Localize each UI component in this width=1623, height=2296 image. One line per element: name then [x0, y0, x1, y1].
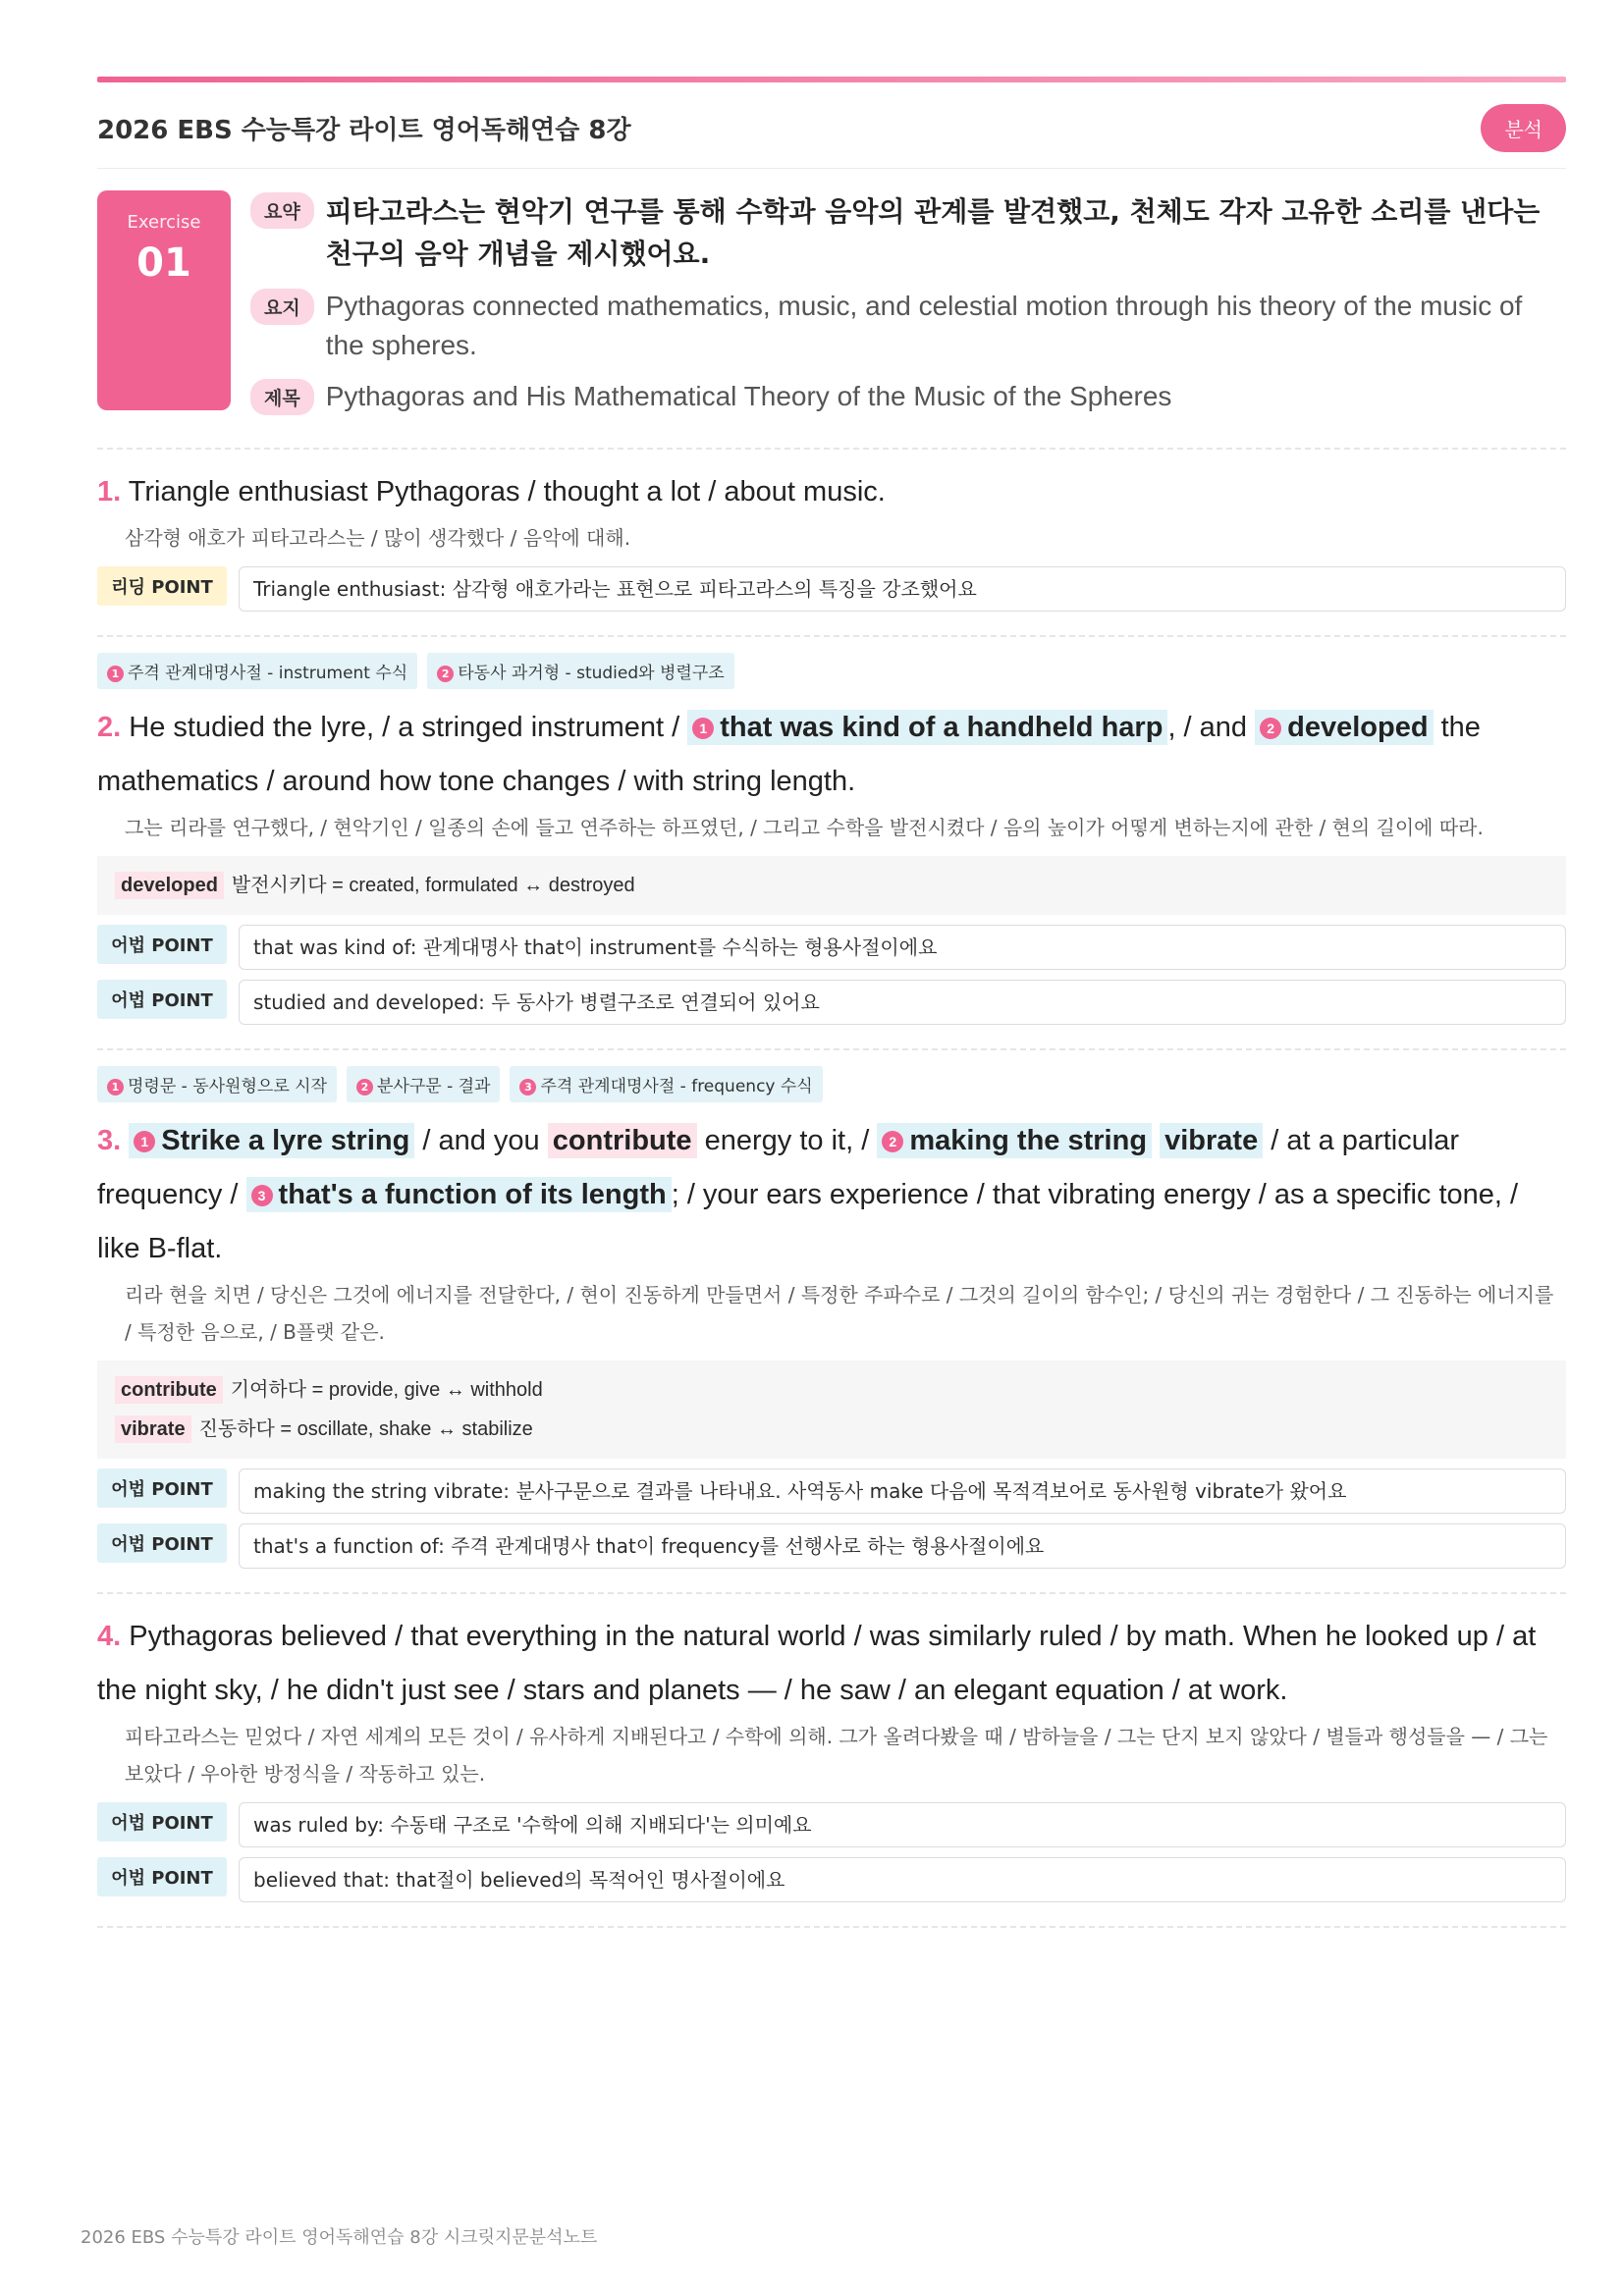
sentence-english [97, 465, 1566, 519]
sentence-text: Triangle enthusiast Pythagoras / thought a lot / about music. [128, 476, 886, 507]
highlight-phrase [129, 1123, 414, 1158]
phrase-number: 1 [134, 1131, 155, 1152]
page-footer: 2026 EBS 수능특강 라이트 영어독해연습 8강 시크릿지문분석노트 [81, 2227, 598, 2248]
vocab-box [97, 1361, 1566, 1459]
grammar-point [97, 1468, 1566, 1514]
vocab-highlight: contribute [548, 1123, 697, 1158]
phrase-number: 1 [692, 718, 714, 739]
grammar-chips [97, 1066, 1566, 1102]
sentence-translation: 그는 리라를 연구했다, / 현악기인 / 일종의 손에 들고 연주하는 하프였던, / 그리고 수학을 발전시켰다 / 음의 높이가 어떻게 변하는지에 관한 / 현의 길이에 따라. [125, 816, 1484, 839]
chip-number: 2 [356, 1079, 373, 1095]
highlight-phrase [246, 1177, 672, 1212]
exercise-label: Exercise [127, 212, 201, 233]
summary-tag: 요약 [250, 192, 314, 229]
point-label: 어법 POINT [97, 1802, 227, 1842]
sentence-english [97, 701, 1566, 809]
vocab-entry [115, 1370, 1548, 1410]
grammar-chip [427, 653, 733, 689]
grammar-point [97, 1523, 1566, 1569]
point-label: 어법 POINT [97, 980, 227, 1019]
vocab-word: contribute [115, 1376, 223, 1404]
point-text: that was kind of: 관계대명사 that이 instrument를 수식하는 형용사절이에요 [239, 925, 1566, 970]
point-text: was ruled by: 수동태 구조로 '수학에 의해 지배되다'는 의미예요 [239, 1802, 1566, 1847]
chip-text: 분사구문 - 결과 [377, 1077, 491, 1096]
sentence-text: / at a particular frequency / [97, 1125, 1460, 1210]
point-text: believed that: that절이 believed의 목적어인 명사절이에요 [239, 1857, 1566, 1902]
title-row [250, 377, 1566, 416]
point-text: studied and developed: 두 동사가 병렬구조로 연결되어 있어요 [239, 980, 1566, 1025]
point-label: 어법 POINT [97, 1857, 227, 1896]
sentence-text: ; / your ears experience / that vibrating energy / as a specific tone, / like B-flat. [97, 1179, 1519, 1264]
sentence-translation: 삼각형 애호가 피타고라스는 / 많이 생각했다 / 음악에 대해. [125, 526, 631, 550]
summary-row [250, 190, 1566, 275]
point-text: making the string vibrate: 분사구문으로 결과를 나타내요. 사역동사 make 다음에 목적격보어로 동사원형 vibrate가 왔어요 [239, 1468, 1566, 1514]
summary-body [250, 190, 1566, 428]
sentence-number: 3. [97, 1125, 122, 1156]
vocab-definition: 발전시키다 = created, formulated ↔ destroyed [231, 875, 635, 896]
sentence-1 [97, 450, 1566, 637]
reading-point [97, 566, 1566, 612]
title-text: Pythagoras and His Mathematical Theory of the Music of the Spheres [325, 381, 1172, 411]
sentence-2 [97, 637, 1566, 1050]
phrase-number: 3 [251, 1185, 273, 1206]
phrase-text: that's a function of its length [278, 1179, 667, 1210]
chip-text: 명령문 - 동사원형으로 시작 [128, 1077, 327, 1096]
chip-text: 주격 관계대명사절 - instrument 수식 [128, 664, 408, 683]
vocab-word: vibrate [115, 1415, 191, 1443]
phrase-text: that was kind of a handheld harp [720, 712, 1163, 743]
sentence-4 [97, 1594, 1566, 1928]
grammar-point [97, 1802, 1566, 1847]
chip-number: 3 [519, 1079, 536, 1095]
point-label: 리딩 POINT [97, 566, 227, 606]
highlight-phrase [877, 1123, 1152, 1158]
page [97, 77, 1566, 1928]
vocab-box [97, 856, 1566, 915]
phrase-text: developed [1287, 712, 1429, 743]
sentence-translation: 리라 현을 치면 / 당신은 그것에 에너지를 전달한다, / 현이 진동하게 만들면서 / 특정한 주파수로 / 그것의 길이의 함수인; / 당신의 귀는 경험한다 / 그 진동하는 에너지를 / 특정한 음으로, / B플랫 같은. [125, 1283, 1554, 1344]
exercise-box [97, 190, 231, 410]
point-label: 어법 POINT [97, 1468, 227, 1508]
point-text: Triangle enthusiast: 삼각형 애호가라는 표현으로 피타고라스의 특징을 강조했어요 [239, 566, 1566, 612]
page-title: 2026 EBS 수능특강 라이트 영어독해연습 8강 [97, 116, 631, 145]
chip-number: 1 [107, 1079, 124, 1095]
vocab-definition: 진동하다 = oscillate, shake ↔ stabilize [198, 1418, 533, 1440]
gist-tag: 요지 [250, 289, 314, 325]
chip-number: 2 [437, 666, 454, 682]
grammar-chip [97, 1066, 337, 1102]
point-text: that's a function of: 주격 관계대명사 that이 frequency를 선행사로 하는 형용사절이에요 [239, 1523, 1566, 1569]
point-label: 어법 POINT [97, 1523, 227, 1563]
phrase-number: 2 [1260, 718, 1281, 739]
sentence-3 [97, 1050, 1566, 1594]
exercise-number: 01 [136, 240, 191, 286]
vocab-entry [115, 1410, 1548, 1449]
chip-number: 1 [107, 666, 124, 682]
chip-text: 타동사 과거형 - studied와 병렬구조 [458, 664, 725, 683]
sentence-text: , / and [1167, 712, 1248, 743]
grammar-point [97, 980, 1566, 1025]
phrase-number: 2 [882, 1131, 903, 1152]
grammar-chip [510, 1066, 822, 1102]
grammar-chips [97, 653, 1566, 689]
header [97, 82, 1566, 169]
highlight-phrase [1255, 710, 1433, 745]
phrase-text: Strike a lyre string [161, 1125, 410, 1156]
sentence-number: 4. [97, 1621, 122, 1652]
sentence-number: 2. [97, 712, 122, 743]
sentence-text: He studied the lyre, / a stringed instrument / [129, 712, 680, 743]
title-tag: 제목 [250, 379, 314, 415]
grammar-point [97, 1857, 1566, 1902]
grammar-point [97, 925, 1566, 970]
gist-row [250, 287, 1566, 365]
sentence-number: 1. [97, 476, 122, 507]
gist-text: Pythagoras connected mathematics, music, and celestial motion through his theory of the music of the spheres. [325, 291, 1523, 360]
point-label: 어법 POINT [97, 925, 227, 964]
sentence-text: Pythagoras believed / that everything in the natural world / was similarly ruled / by math. When he looked up / at the night sky, / he didn't just see / stars and planets — / he saw / an elegant equation / at work. [97, 1621, 1537, 1706]
summary-section [97, 169, 1566, 450]
chip-text: 주격 관계대명사절 - frequency 수식 [540, 1077, 813, 1096]
sentence-english [97, 1610, 1566, 1718]
vocab-word: developed [115, 872, 224, 899]
sentence-text: the mathematics / around how tone changes / with string length. [97, 712, 1481, 797]
sentence-english [97, 1114, 1566, 1276]
sentence-text: / and you [422, 1125, 540, 1156]
vocab-definition: 기여하다 = provide, give ↔ withhold [230, 1379, 543, 1401]
vocab-highlight: vibrate [1160, 1123, 1263, 1158]
phrase-text: making the string [909, 1125, 1148, 1156]
grammar-chip [347, 1066, 500, 1102]
highlight-phrase [687, 710, 1167, 745]
analysis-badge[interactable]: 분석 [1481, 104, 1566, 152]
sentence-translation: 피타고라스는 믿었다 / 자연 세계의 모든 것이 / 유사하게 지배된다고 / 수학에 의해. 그가 올려다봤을 때 / 밤하늘을 / 그는 단지 보지 않았다 / 별들과 행성들을 — / 그는 보았다 / 우아한 방정식을 / 작동하고 있는. [125, 1725, 1548, 1786]
grammar-chip [97, 653, 417, 689]
sentence-text: energy to it, / [704, 1125, 870, 1156]
summary-korean: 피타고라스는 현악기 연구를 통해 수학과 음악의 관계를 발견했고, 천체도 각자 고유한 소리를 낸다는 천구의 음악 개념을 제시했어요. [325, 195, 1541, 270]
